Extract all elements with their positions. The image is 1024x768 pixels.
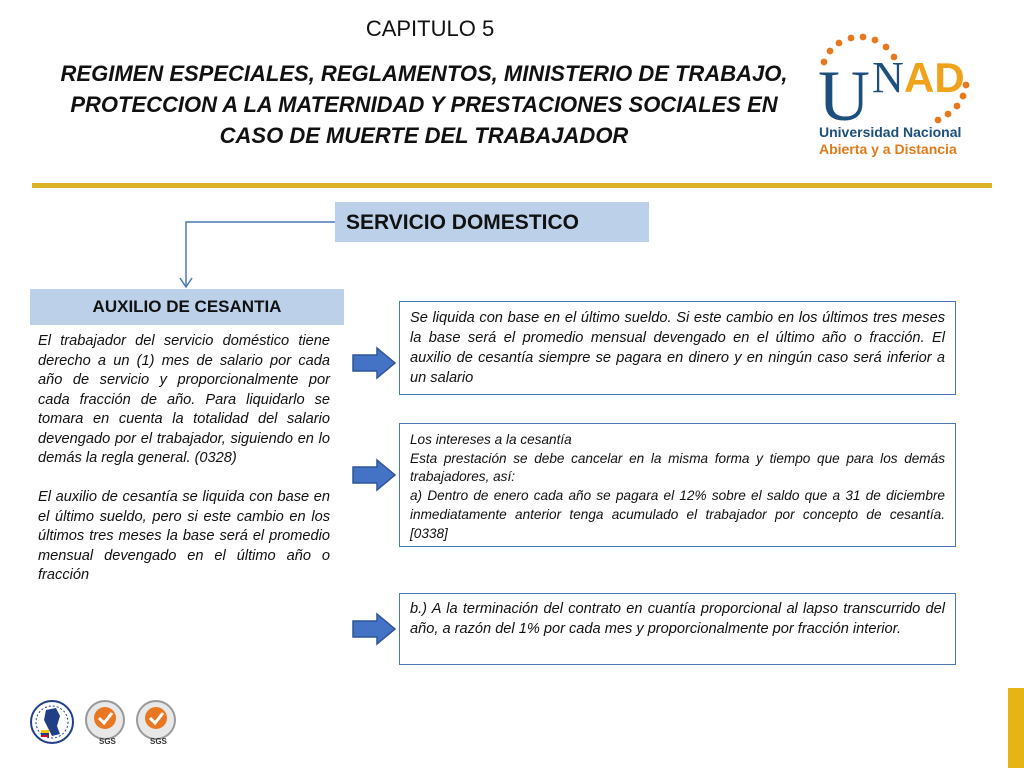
servicio-domestico-label: SERVICIO DOMESTICO (335, 202, 649, 242)
header-divider (32, 183, 992, 188)
auxilio-paragraph-1: El trabajador del servicio doméstico tiene derecho a un (1) mes de salario por cada año de servicio y proporcionalmente por cada fracción de año. Para liquidarlo se tomara en cuenta la totalidad del salario devengado por el trabajador, siguiendo en lo demás la regla general. (0328) (38, 333, 330, 466)
logo-u: U (818, 56, 870, 136)
title-line-1: REGIMEN ESPECIALES, REGLAMENTOS, MINISTERIO DE TRABAJO, (60, 61, 788, 86)
title-line-3: CASO DE MUERTE DEL TRABAJADOR (219, 123, 629, 148)
auxilio-paragraph-2: El auxilio de cesantía se liquida con base en el último sueldo, pero si este cambio en los últimos tres meses la base será el promedio mensual devengado en el último año o fracción (38, 489, 330, 583)
sgs-label: SGS (99, 737, 116, 746)
intereses-heading: Los intereses a la cesantía (410, 432, 572, 447)
logo-caption (819, 124, 961, 158)
auxilio-cesantia-label: AUXILIO DE CESANTIA (30, 289, 344, 325)
right-arrow-icon (351, 612, 397, 646)
intereses-text: Esta prestación se debe cancelar en la misma forma y tiempo que para los demás trabajadores, así: (410, 450, 945, 485)
right-arrow-icon (351, 458, 397, 492)
right-arrow-icon (351, 346, 397, 380)
logo-n: N (872, 53, 904, 102)
logo-line-2: Abierta y a Distancia (819, 141, 957, 157)
sgs-seal-icon (86, 701, 124, 746)
colombia-seal-icon (31, 701, 73, 743)
terminacion-text: b.) A la terminación del contrato en cuantía proporcional al lapso transcurrido del año, a razón del 1% por cada mes y proporcionalmente por fracción interior. (410, 601, 945, 637)
liquidacion-box (399, 301, 956, 395)
certification-seals (30, 696, 190, 748)
logo-ad: AD (904, 54, 965, 101)
sgs-label: SGS (150, 737, 167, 746)
intereses-item-a: a) Dentro de enero cada año se pagara el 12% sobre el saldo que a 31 de diciembre inmediatamente anterior tenga acumulado el trabajador por concepto de cesantía. [0338] (410, 488, 945, 541)
chapter-heading: CAPITULO 5 (365, 16, 495, 41)
logo-line-1: Universidad Nacional (819, 124, 962, 140)
terminacion-box (399, 593, 956, 665)
title-line-2: PROTECCION A LA MATERNIDAD Y PRESTACIONES SOCIALES EN (70, 92, 778, 117)
connector-arrow (178, 214, 348, 294)
auxilio-description (38, 332, 330, 586)
footer-accent-bar (1008, 688, 1024, 768)
page-title (24, 58, 824, 151)
liquidacion-text: Se liquida con base en el último sueldo. Si este cambio en los últimos tres meses la base será el promedio mensual devengado en el último año o fracción. El auxilio de cesantía siempre se pagara en dinero y en ningún caso será inferior a un salario (410, 310, 945, 386)
sgs-seal-icon (137, 701, 175, 746)
intereses-box (399, 423, 956, 547)
